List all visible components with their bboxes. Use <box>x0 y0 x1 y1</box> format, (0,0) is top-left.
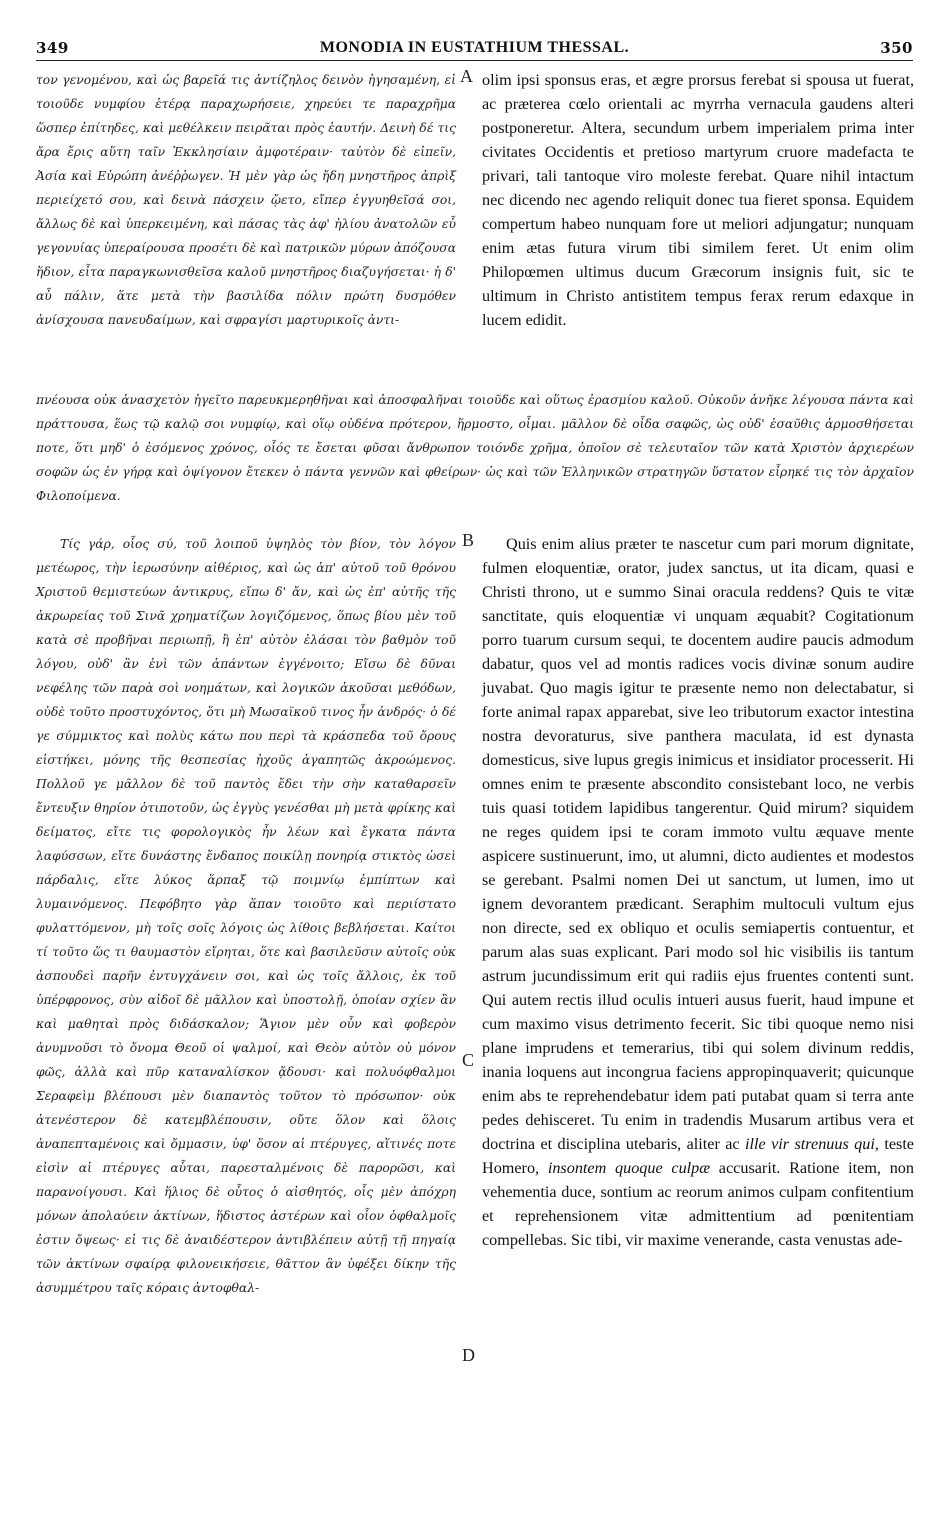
greek-text-top: τον γενομένου, καὶ ὡς βαρεῖά τις ἀντίζηλος δεινὸν ἡγησαμένη, εἰ τοιοῦδε νυμφίου ἑτέρᾳ παραχωρήσειε, χηρεύει τε παραχρῆμα ὥσπερ ἐπίτηδες, καὶ μεθέλκειν πειρᾶται πρὸς ἑαυτήν. Δεινὴ δέ τις ἄρα ἔρις αὕτη ταῖν Ἐκκλησίαιν ἀμφοτέραιν· ταὐτὸν δὲ εἰπεῖν, Ἀσία καὶ Εὐρώπη ἀνέῤῥωγεν. Ἡ μὲν γὰρ ὡς ἤδη μνηστῆρος ἀπρὶξ περιείχετό σου, καὶ δεινὰ πάσχειν ᾤετο, εἴπερ ἐγγυηθεῖσά σοι, ἄλλως δὲ καὶ ὑπερκειμένη, καὶ πάσας τὰς ἀφ' ἡλίου ἀνατολῶν εὖ γεγονυίας ὑπεραίρουσα προσέτι δὲ καὶ πατρικῶν μύρων ἀπόζουσα ἥδιον, εἶτα παραγκωνισθεῖσα καλοῦ μνηστῆρος διαζυγήσεται· ἡ δ' αὖ πάλιν, ἅτε μετὰ τὴν βασιλίδα πόλιν πρώτη δυσμόθεν ἀνίσχουσα πανευδαίμων, καὶ σφραγίσι μαρτυρικοῖς ἀντι- <box>36 73 456 327</box>
latin-text-bottom <box>482 532 914 1252</box>
section-marker-d: D <box>462 1345 475 1365</box>
greek-column-top <box>36 68 456 332</box>
section-marker-a: A <box>460 66 473 86</box>
section-marker-b: B <box>462 530 475 550</box>
latin-text-part-3: accusarit. Ratione item, non vehementia duce, sontium ac reorum animos culpam confitentium et reprehensionem vitæ admittentium ad pœnitentiam compellebas. Sic tibi, vir maxime venerande, casta venustas ade- <box>482 1159 914 1249</box>
greek-column-bottom <box>36 532 456 1300</box>
greek-text-full: πνέουσα οὐκ ἀνασχετὸν ἡγεῖτο παρευκμερηθῆναι καὶ ἀποσφαλῆναι τοιοῦδε καὶ οὕτως ἐρασμίου καλοῦ. Οὐκοῦν ἀνῆκε λέγουσα πάντα καὶ πράττουσα, ἕως τῷ καλῷ σοι νυμφίῳ, καὶ οἵῳ οὐδένα πρότερον, ἥρμοστο, οἶμαι. μᾶλλον δὲ οἶδα σαφῶς, ὡς οὐδ' ἐσαῦθις ἁρμοσθήσεται ποτε, ὅτι μηδ' ὁ ἐσόμενος χρόνος, οἷός τε ἔσεται φῦσαι ἄνθρωπον τοιόνδε χρῆμα, ὁποῖον σὲ τελευταῖον τῶν κατὰ Χριστὸν ἀρχιερέων σοφῶν ὡς ἐν γήρᾳ καὶ ὀψίγονον ἔτεκεν ὁ πάντα γεννῶν καὶ φθείρων· ὡς καὶ τῶν Ἑλληνικῶν στρατηγῶν ὕστατον εἶρηκέ τις τὸν ἀρχαῖον Φιλοποίμενα. <box>36 393 914 503</box>
latin-text-part-1: Quis enim alius præter te nascetur cum pari morum dignitate, fulmen eloquentiæ, orator, judex sanctus, ut ita dicam, quasi e Christi throno, ut e summo Sinai oracula reddens? Quis te vitæ sanctitate, quis eloquentiæ vi unquam æquabit? Cogitationum porro tuarum cursum sequi, te docentem audire paucis admodum dabatur, quos vel ad montis radices vocis divinæ sonum audire juvabat. Quo magis igitur te præsente nemo non delectabatur, si forte animal rapax apparebat, sive leo tributorum exactor intestina nostra devoraturus, sive panthera maculata, id est dynasta domesticus, sive lupus gregis inimicus et insidiator processerit. Hi omnes enim te præsente abscondito consistebant loco, ne verbis tuis quasi totidem lapidibus tangerentur. Quid mirum? siquidem ne reges quidem ipsi te coram immoto vultu æquave mente aspicere sustinuerunt, imo, ut alumni, dicto audientes et modestos se gerebant. Psalmi nomen Dei ut sanctum, ut lumen, imo ut ignem devorantem prædicant. Seraphim multoculi vultum ejus non directe, sed ex obliquo et oculis semiapertis contuentur, et parum alas suas explicant. Pari modo sol hic visibilis iis tantum astrum jucundissimum erit qui radiis ejus fruentes contenti sunt. Qui autem rectis illud oculis intueri ausus fuerit, haud impune et cum maximo visus detrimento fecerit. Sic tibi quoque nemo nisi plane imprudens et temerarius, tibi qui solem divinum reddis, inania loquens aut incongrua faciens appropinquaverit; quicunque enim abs te reprehendebatur idem pati putabat quam si terra ante pedes dehisceret. Tu enim in tradendis Musarum artibus vera et doctrina et disciplina utebaris, aliter ac <box>482 535 914 1153</box>
latin-text-top: olim ipsi sponsus eras, et ægre prorsus ferebat si spousa ut fuerat, ac præterea cœlo orientali ac myrrha vernacula gaudens alteri postponeretur. Altera, secundum urbem imperialem prima inter civitates Occidentis et pretioso martyrum cruore madefacta te privari, tali tantoque viro moleste ferebat. Quare nihil intactum nec dicendo nec agendo reliquit donec tua fieret sponsa. Equidem compertum habeo nunquam fore ut meliori adjungatur; nunquam enim ætas futura virum tibi similem feret. Ut enim olim Philopœmen ultimus ducum Græcorum insignis fuit, sic te ultimum in Christo antistitem tempus ferax rerum edaxque in lucem edidit. <box>482 71 914 329</box>
page-number-right: 350 <box>880 39 913 57</box>
latin-column-top <box>482 68 914 332</box>
greek-text-bottom: Τίς γάρ, οἷος σύ, τοῦ λοιποῦ ὑψηλὸς τὸν βίον, τὸν λόγον μετέωρος, τὴν ἱερωσύνην αἰθέριος, καὶ ὡς ἀπ' αὐτοῦ τοῦ θρόνου Χριστοῦ θεμιστεύων ἀντικρυς, εἴπω δ' ἄν, καὶ ὡς ἐπ' αὐτῆς τῆς ἀκρωρείας τοῦ Σινᾶ χρηματίζων λογιζόμενος, ὅπως βίου μὲν τοῦ κατὰ σὲ προβῆναι περιωπῇ, ἢ ἐπ' αὐτὸν ἐλάσαι τὸν βαθμὸν τοῦ λόγου, οὐδ' ἂν ἐνὶ τῶν ἁπάντων ἐγγένοιτο; Εἴσω δὲ δῦναι νεφέλης τῶν παρὰ σοὶ νοημάτων, καὶ λογικῶν ἀκοῦσαι μεθόδων, οὐδὲ τοῦτο προστυχόντος, ὅτι μὴ Μωσαϊκοῦ τινος ἦν ἀνδρός· ὁ δέ γε σύμμικτος καὶ πολὺς κάτω που περὶ τὰ κράσπεδα τοῦ ὄρους εἱστήκει, μόνης τῆς θεσπεσίας ἠχοῦς ἀγαπητῶς ἀκροώμενος. Πολλοῦ γε μᾶλλον δὲ τοῦ παντὸς ἔδει τὴν σὴν καταθαρσεῖν ἔντευξιν θηρίον ὁτιποτοῦν, ὡς ἐγγὺς γενέσθαι μὴ μετὰ φρίκης καὶ δείματος, εἴτε τις φορολογικὸς ἦν λέων καὶ ἔγκατα πάντα λαφύσσων, εἴτε δυνάστης ἔνδαπος ποικίλῃ πονηρίᾳ στικτὸς ὡσεὶ πάρδαλις, εἴτε λύκος ἅρπαξ τῷ ποιμνίῳ ἐμπίπτων καὶ λυμαινόμενος. Πεφόβητο γὰρ ἅπαν τοιοῦτο καὶ περιίστατο φυλαττόμενον, μὴ τοῖς σοῖς λόγοις ὡς λίθοις βεβλήσεται. Καίτοι τί τοῦτο ὥς τι θαυμαστὸν εἴρηται, ὅτε καὶ βασιλεῦσιν αὐτοῖς οὐκ ἀσπουδεὶ παρῆν ἐντυγχάνειν σοι, καὶ ὡς τοῖς ἄλλοις, ἐκ τοῦ ὑπέρφρονος, σὺν αἰδοῖ δὲ μᾶλλον καὶ ὑποστολῇ, ὁποίαν σχίεν ἂν καὶ μαθηταὶ πρὸς διδάσκαλον; Ἅγιον μὲν οὖν καὶ φοβερὸν ἀνυμνοῦσι τὸ ὄνομα Θεοῦ οἱ ψαλμοί, καὶ Θεὸν αὐτὸν οὐ μόνον φῶς, ἀλλὰ καὶ πῦρ καταναλίσκον ᾄδουσι· καὶ πολυόφθαλμοι Σεραφεὶμ βλέπουσι μὲν διαπαντὸς τοῦτον τὸ πρόσωπον· οὐκ ἀτενέστερον δὲ κατεμβλέπουσιν, οὔτε ὅλον καὶ ὅλοις ἀναπεπταμένοις καὶ ὄμμασιν, ὑφ' ὅσον αἱ πτέρυγες, αἵτινές ποτε εἰσὶν αἱ πτέρυγες αὗται, παρεσταλμένοις δὲ παρορῶσι, καὶ παρανοίγουσι. Καὶ ἥλιος δὲ οὗτος ὁ αἰσθητός, οἷς μὲν ἀπόχρη μόνων ἀπολαύειν ἀκτίνων, ἥδιστος ἀστέρων καὶ οἷον ὀφθαλμοῖς ἐστιν ὄψεως· εἰ τις δὲ ἀναιδέστερον ἀντιβλέπειν αὐτῇ τῇ πηγαίᾳ τῶν ἀκτίνων σφαίρᾳ φιλονεικήσειε, θᾶττον ἂν ὑφέξει δίκην τῆς ἀσυμμέτρου ταῖς κόραις ἀντοφθαλ- <box>36 537 456 1295</box>
latin-column-bottom <box>482 532 914 1252</box>
section-marker-c: C <box>462 1050 475 1070</box>
greek-full-width <box>36 388 914 508</box>
latin-text-part-2: , teste Homero, <box>482 1135 914 1177</box>
running-title: MONODIA IN EUSTATHIUM THESSAL. <box>319 39 630 56</box>
latin-italic-2: insontem quoque culpæ <box>547 1159 711 1177</box>
page-number-left: 349 <box>36 39 69 57</box>
latin-italic-1: ille vir strenuus qui <box>745 1135 875 1153</box>
page-header <box>36 36 913 61</box>
